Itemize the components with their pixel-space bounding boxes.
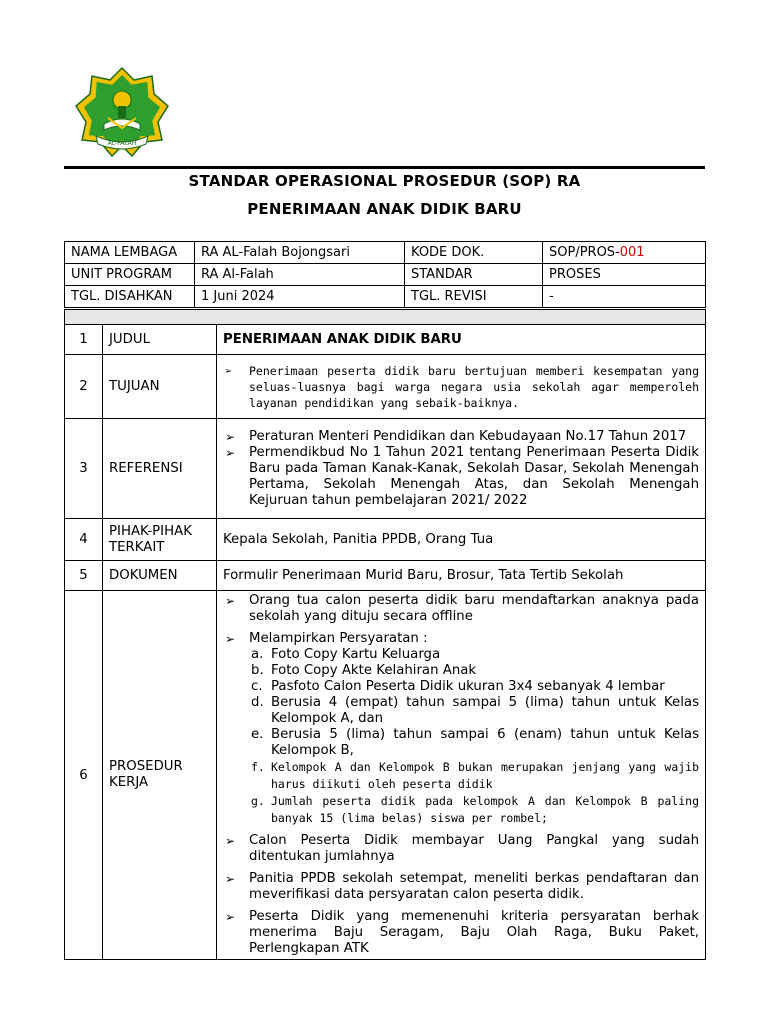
tgl-disahkan-label: TGL. DISAHKAN: [65, 286, 195, 308]
list-marker: g.: [251, 794, 265, 808]
table-row: [65, 355, 706, 419]
list-item: ➢ Peserta Didik yang memenenuhi kriteria persyaratan berhak menerima Baju Seragam, Baju Olah Raga, Buku Paket, Perlengkapan ATK: [223, 909, 699, 957]
logo-ribbon-text: AL-FALAH: [107, 140, 137, 147]
row-number: 2: [65, 355, 103, 419]
judul-label: JUDUL: [103, 325, 217, 355]
list-text: Jumlah peserta didik pada kelompok A dan Kelompok B paling banyak 15 (lima belas) siswa per rombel;: [271, 794, 700, 825]
dokumen-value: Formulir Penerimaan Murid Baru, Brosur, Tata Tertib Sekolah: [217, 561, 706, 591]
dokumen-label: DOKUMEN: [103, 561, 217, 591]
list-item: ➢ Peraturan Menteri Pendidikan dan Kebudayaan No.17 Tahun 2017: [223, 429, 699, 445]
table-row: [65, 561, 706, 591]
tujuan-list: [223, 363, 699, 411]
list-item: [249, 727, 699, 759]
list-item: ➢ Penerimaan peserta didik baru bertujuan memberi kesempatan yang seluas-luasnya bagi warga negara usia sekolah agar memperoleh layanan pendidikan yang sebaik-baiknya.: [223, 363, 699, 411]
prosedur-cell: [217, 591, 706, 960]
list-item: ➢ Panitia PPDB sekolah setempat, meneliti berkas pendaftaran dan meverifikasi data persyaratan calon peserta didik.: [223, 871, 699, 903]
document-title: STANDAR OPERASIONAL PROSEDUR (SOP) RA: [188, 172, 581, 190]
kode-dok-number: 001: [619, 245, 645, 260]
table-row: [65, 286, 706, 308]
list-item: [249, 793, 699, 827]
list-item: [249, 759, 699, 793]
judul-value: PENERIMAAN ANAK DIDIK BARU: [217, 325, 706, 355]
list-item: ➢ Permendikbud No 1 Tahun 2021 tentang Penerimaan Peserta Didik Baru pada Taman Kanak-Kanak, Sekolah Dasar, Sekolah Menengah Pertama, Sekolah Menengah Atas, dan Sekolah Menengah Kejuruan tahun pembelajaran 2021/ 2022: [223, 445, 699, 509]
list-marker: b.: [251, 663, 264, 678]
tgl-revisi-label: TGL. REVISI: [405, 286, 543, 308]
tgl-revisi-value: -: [543, 286, 706, 308]
list-text: Kelompok A dan Kelompok B bukan merupakan jenjang yang wajib harus diikuti oleh peserta didik: [271, 760, 700, 791]
list-marker: c.: [251, 679, 263, 694]
table-row: [65, 419, 706, 519]
nama-lembaga-label: NAMA LEMBAGA: [65, 242, 195, 264]
list-text: Foto Copy Kartu Keluarga: [271, 647, 441, 662]
row-number: 1: [65, 325, 103, 355]
unit-program-value: RA Al-Falah: [195, 264, 405, 286]
pihak-value: Kepala Sekolah, Panitia PPDB, Orang Tua: [217, 519, 706, 561]
header-divider: [64, 166, 705, 169]
referensi-list: [223, 429, 699, 509]
list-marker: e.: [251, 727, 264, 742]
row-number: 5: [65, 561, 103, 591]
list-text: Foto Copy Akte Kelahiran Anak: [271, 663, 477, 678]
list-item: [249, 679, 699, 695]
list-text: Berusia 5 (lima) tahun sampai 6 (enam) tahun untuk Kelas Kelompok B,: [271, 727, 700, 758]
referensi-label: REFERENSI: [103, 419, 217, 519]
document-subtitle: PENERIMAAN ANAK DIDIK BARU: [247, 200, 522, 218]
standar-value: PROSES: [543, 264, 706, 286]
list-item: [249, 663, 699, 679]
row-number: 6: [65, 591, 103, 960]
nama-lembaga-value: RA AL-Falah Bojongsari: [195, 242, 405, 264]
list-text: Berusia 4 (empat) tahun sampai 5 (lima) tahun untuk Kelas Kelompok A, dan: [271, 695, 700, 726]
separator-cell: [65, 310, 706, 325]
list-marker: f.: [251, 760, 265, 774]
standar-label: STANDAR: [405, 264, 543, 286]
list-item: [249, 695, 699, 727]
table-row: [65, 264, 706, 286]
kode-dok-label: KODE DOK.: [405, 242, 543, 264]
pihak-label: PIHAK-PIHAK TERKAIT: [103, 519, 217, 561]
tujuan-cell: [217, 355, 706, 419]
row-number: 3: [65, 419, 103, 519]
tujuan-label: TUJUAN: [103, 355, 217, 419]
table-row: [65, 325, 706, 355]
table-row: [65, 591, 706, 960]
row-number: 4: [65, 519, 103, 561]
list-item: [223, 631, 699, 827]
referensi-cell: [217, 419, 706, 519]
requirements-list: [249, 647, 699, 827]
kode-dok-value: [543, 242, 706, 264]
sop-content-table: [64, 309, 706, 960]
table-row: [65, 519, 706, 561]
prosedur-label: PROSEDUR KERJA: [103, 591, 217, 960]
tgl-disahkan-value: 1 Juni 2024: [195, 286, 405, 308]
document-info-table: [64, 241, 706, 308]
school-logo: [74, 66, 170, 158]
table-row: [65, 242, 706, 264]
prosedur-list: [223, 593, 699, 957]
list-item: ➢ Orang tua calon peserta didik baru mendaftarkan anaknya pada sekolah yang dituju secara offline: [223, 593, 699, 625]
list-item: ➢ Calon Peserta Didik membayar Uang Pangkal yang sudah ditentukan jumlahnya: [223, 833, 699, 865]
list-item: [249, 647, 699, 663]
al-falah-emblem-icon: [74, 66, 170, 158]
list-marker: a.: [251, 647, 264, 662]
shaded-separator-row: [65, 310, 706, 325]
unit-program-label: UNIT PROGRAM: [65, 264, 195, 286]
list-marker: d.: [251, 695, 264, 710]
kode-dok-prefix: SOP/PROS-: [549, 245, 620, 260]
requirements-heading: Melampirkan Persyaratan :: [249, 631, 428, 646]
list-text: Pasfoto Calon Peserta Didik ukuran 3x4 sebanyak 4 lembar: [271, 679, 665, 694]
